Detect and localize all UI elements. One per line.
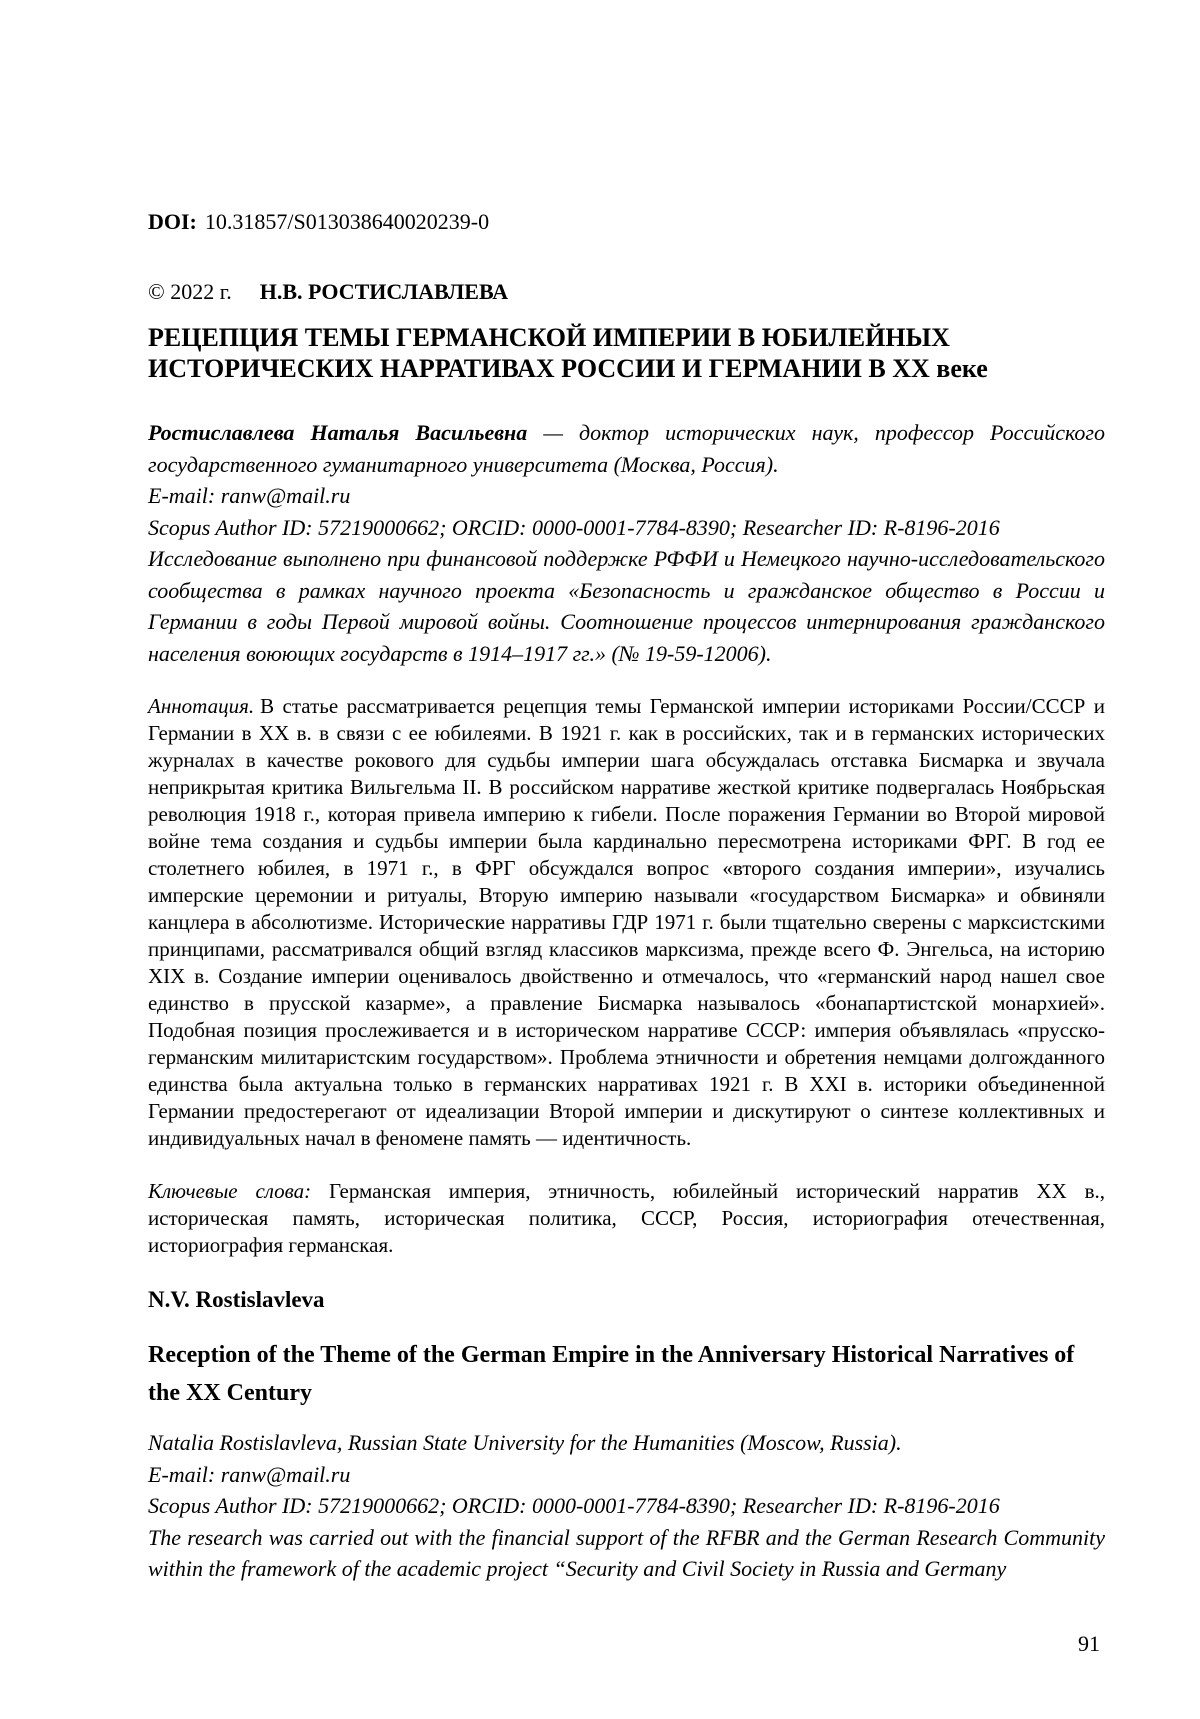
abstract-text: В статье рассматривается рецепция темы Германской империи историками России/СССР и Германии в XX в. в связи с ее юбилеями. В 1921 г. как в российских, так и в германских исторических журналах в качестве рокового для судьбы империи шага обсуждалась отставка Бисмарка и звучала неприкрытая критика Вильгельма II. В российском нарративе жесткой критике подвергалась Ноябрьская революция 1918 г., которая привела империю к гибели. После поражения Германии во Второй мировой войне тема создания и судьбы империи была кардинально пересмотрена историками ФРГ. В год ее столетнего юбилея, в 1971 г., в ФРГ обсуждался вопрос «второго создания империи», изучались имперские церемонии и ритуалы, Вторую империю называли «государством Бисмарка» и обвиняли канцлера в абсолютизме. Исторические нарративы ГДР 1971 г. были тщательно сверены с марксистскими принципами, рассматривался общий взгляд классиков марксизма, прежде всего Ф. Энгельса, на историю XIX в. Создание империи оценивалось двойственно и отмечалось, что «германский народ нашел свое единство в прусской казарме», а правление Бисмарка называлось «бонапартистской монархией». Подобная позиция прослеживается и в историческом нарративе СССР: империя объявлялась «прусско-германским милитаристским государством». Проблема этничности и обретения немцами долгожданного единства была актуальна только в германских нарративах 1921 г. В XXI в. историки объединенной Германии предостерегают от идеализации Второй империи и дискутируют о синтезе коллективных и индивидуальных начал в феномене память — идентичность. bbox=[148, 694, 1105, 1150]
email-line-en: E-mail: ranw@mail.ru bbox=[148, 1461, 351, 1487]
researcher-ids-en: Scopus Author ID: 57219000662; ORCID: 0000-0001-7784-8390; Researcher ID: R-8196-2016 bbox=[148, 1493, 1000, 1518]
doi-line bbox=[148, 208, 1105, 236]
author-affiliation-ru bbox=[148, 417, 1105, 480]
keywords-ru bbox=[148, 1178, 1105, 1259]
author-affiliation-en: Natalia Rostislavleva, Russian State University for the Humanities (Moscow, Russia). bbox=[148, 1430, 902, 1455]
funding-note-ru: Исследование выполнено при финансовой поддержке РФФИ и Немецкого научно-исследовательского сообщества в рамках научного проекта «Безопасность и гражданское общество в России и Германии в годы Первой мировой войны. Соотношение процессов интернирования гражданского населения воюющих государств в 1914–1917 гг.» (№ 19-59-12006). bbox=[148, 546, 1105, 666]
keywords-label: Ключевые слова: bbox=[148, 1179, 312, 1203]
author-name-ru: Ростиславлева Наталья Васильевна bbox=[148, 420, 528, 445]
article-title-en: Reception of the Theme of the German Empire in the Anniversary Historical Narratives of the XX Century bbox=[148, 1342, 1075, 1406]
keywords-text: Германская империя, этничность, юбилейный исторический нарратив XX в., историческая память, историческая политика, СССР, Россия, историография отечественная, историография германская. bbox=[148, 1179, 1105, 1257]
doi-label: DOI: bbox=[148, 209, 197, 234]
copyright-year: © 2022 г. bbox=[148, 279, 232, 304]
page-number: 91 bbox=[1078, 1631, 1100, 1656]
abstract-ru bbox=[148, 693, 1105, 1152]
author-name-en: N.V. Rostislavleva bbox=[148, 1287, 325, 1312]
funding-note-en: The research was carried out with the financial support of the RFBR and the German Research Community within the framework of the academic project “Security and Civil Society in Russia and Germany bbox=[148, 1524, 1105, 1581]
email-line-ru: E-mail: ranw@mail.ru bbox=[148, 483, 351, 508]
doi-value: 10.31857/S013038640020239-0 bbox=[204, 209, 490, 234]
author-name-ru-caps: Н.В. РОСТИСЛАВЛЕВА bbox=[259, 279, 509, 304]
author-degree-ru: — доктор исторических наук, профессор Российского государственного гуманитарного университета (Москва, Россия). bbox=[148, 420, 1106, 477]
page-content bbox=[148, 0, 1105, 1585]
researcher-ids-ru: Scopus Author ID: 57219000662; ORCID: 0000-0001-7784-8390; Researcher ID: R-8196-2016 bbox=[148, 514, 1000, 540]
abstract-label: Аннотация. bbox=[148, 694, 255, 718]
copyright-line bbox=[148, 278, 1105, 306]
article-title-ru: РЕЦЕПЦИЯ ТЕМЫ ГЕРМАНСКОЙ ИМПЕРИИ В ЮБИЛЕЙНЫХ ИСТОРИЧЕСКИХ НАРРАТИВАХ РОССИИ И ГЕРМАНИИ В XX веке bbox=[148, 323, 988, 383]
